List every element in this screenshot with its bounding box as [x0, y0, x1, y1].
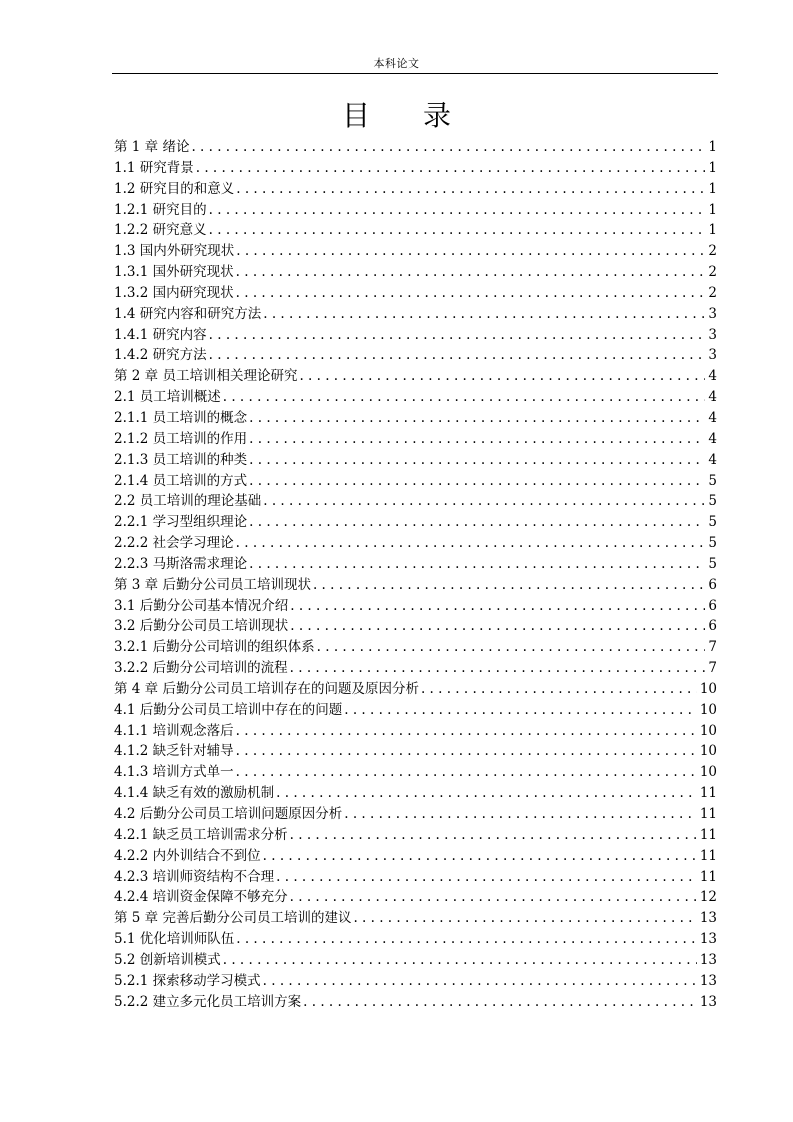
toc-entry-label: 1.3 国内外研究现状	[114, 243, 235, 260]
toc-entry[interactable]	[114, 762, 717, 783]
toc-dot-leader	[290, 596, 705, 617]
toc-entry-label: 1.1 研究背景	[114, 159, 194, 176]
toc-dot-leader	[421, 679, 697, 700]
page-title: 目 录	[342, 99, 473, 132]
toc-entry[interactable]	[114, 533, 717, 554]
toc-entry-page-number: 1	[708, 159, 717, 176]
toc-entry-page-number: 3	[708, 347, 717, 364]
toc-entry-page-number: 1	[708, 222, 717, 239]
toc-dot-leader	[223, 387, 706, 408]
toc-entry[interactable]	[114, 596, 717, 617]
toc-entry[interactable]	[114, 491, 717, 512]
toc-entry[interactable]	[114, 408, 717, 429]
toc-entry[interactable]	[114, 325, 717, 346]
toc-entry[interactable]	[114, 387, 717, 408]
toc-entry-page-number: 1	[708, 139, 717, 155]
toc-entry-page-number: 3	[708, 326, 717, 343]
toc-entry-page-number: 6	[708, 618, 717, 635]
toc-entry-page-number: 11	[699, 847, 717, 864]
toc-dot-leader	[236, 262, 706, 283]
toc-entry-page-number: 10	[699, 701, 717, 718]
toc-dot-leader	[236, 929, 697, 950]
toc-entry-label: 2.1.4 员工培训的方式	[114, 472, 248, 489]
toc-entry-page-number: 6	[708, 597, 717, 614]
toc-entry-page-number: 1	[708, 180, 717, 197]
toc-dot-leader	[236, 762, 697, 783]
toc-entry[interactable]	[114, 158, 717, 179]
toc-dot-leader	[249, 471, 705, 492]
toc-entry[interactable]	[114, 366, 717, 387]
toc-entry-page-number: 13	[699, 931, 717, 948]
toc-dot-leader	[236, 721, 697, 742]
toc-entry-label: 1.2.1 研究目的	[114, 201, 207, 218]
toc-entry-page-number: 2	[708, 243, 717, 260]
toc-entry-label: 2.1.1 员工培训的概念	[114, 409, 248, 426]
toc-entry-page-number: 4	[708, 409, 717, 426]
toc-entry-page-number: 10	[699, 743, 717, 760]
toc-entry-label: 1.3.2 国内研究现状	[114, 284, 234, 301]
toc-dot-leader	[236, 741, 697, 762]
toc-entry-label: 3.1 后勤分公司基本情况介绍	[114, 597, 289, 614]
table-of-contents	[114, 137, 717, 1012]
toc-dot-leader	[344, 700, 697, 721]
toc-entry-label: 第 5 章 完善后勤分公司员工培训的建议	[114, 910, 352, 927]
toc-entry-page-number: 10	[699, 722, 717, 739]
toc-entry[interactable]	[114, 179, 717, 200]
toc-entry-label: 4.2.1 缺乏员工培训需求分析	[114, 826, 288, 843]
toc-entry-page-number: 11	[699, 826, 717, 843]
toc-entry-label: 2.2 员工培训的理论基础	[114, 493, 262, 510]
toc-entry[interactable]	[114, 887, 717, 908]
toc-entry[interactable]	[114, 908, 717, 929]
toc-dot-leader	[236, 283, 706, 304]
toc-entry-page-number: 5	[708, 493, 717, 510]
toc-dot-leader	[290, 825, 697, 846]
toc-entry-page-number: 13	[699, 972, 717, 989]
toc-dot-leader	[209, 325, 706, 346]
toc-entry[interactable]	[114, 241, 717, 262]
toc-entry-page-number: 5	[708, 535, 717, 552]
toc-entry-page-number: 5	[708, 472, 717, 489]
toc-entry-page-number: 13	[699, 993, 717, 1010]
toc-entry-label: 1.2.2 研究意义	[114, 222, 207, 239]
toc-dot-leader	[290, 616, 705, 637]
toc-dot-leader	[249, 512, 705, 533]
toc-dot-leader	[249, 554, 705, 575]
toc-dot-leader	[191, 137, 705, 158]
toc-entry-label: 第 3 章 后勤分公司员工培训现状	[114, 576, 311, 593]
toc-entry[interactable]	[114, 929, 717, 950]
toc-dot-leader	[276, 783, 697, 804]
toc-entry[interactable]	[114, 846, 717, 867]
toc-entry[interactable]	[114, 679, 717, 700]
toc-entry-page-number: 11	[699, 806, 717, 822]
toc-dot-leader	[290, 887, 697, 908]
toc-dot-leader	[317, 637, 706, 658]
toc-entry[interactable]	[114, 575, 717, 596]
toc-entry-label: 4.1.2 缺乏针对辅导	[114, 743, 234, 760]
toc-dot-leader	[223, 950, 697, 971]
toc-entry[interactable]	[114, 700, 717, 721]
toc-dot-leader	[209, 220, 706, 241]
toc-dot-leader	[276, 867, 697, 888]
toc-dot-leader	[263, 846, 697, 867]
toc-entry-label: 2.2.3 马斯洛需求理论	[114, 555, 248, 572]
toc-dot-leader	[303, 992, 697, 1013]
toc-entry-page-number: 4	[708, 389, 717, 406]
toc-entry[interactable]	[114, 804, 717, 825]
toc-entry-page-number: 3	[708, 305, 717, 322]
toc-dot-leader	[249, 450, 705, 471]
toc-entry-label: 4.1.3 培训方式单一	[114, 764, 234, 781]
toc-entry-page-number: 2	[708, 284, 717, 301]
toc-entry[interactable]	[114, 283, 717, 304]
toc-entry-label: 第 2 章 员工培训相关理论研究	[114, 368, 298, 385]
toc-dot-leader	[209, 200, 706, 221]
toc-entry-page-number: 10	[699, 764, 717, 781]
toc-entry[interactable]	[114, 220, 717, 241]
toc-entry-label: 4.2.2 内外训结合不到位	[114, 847, 261, 864]
toc-entry-label: 4.1.4 缺乏有效的激励机制	[114, 785, 275, 802]
toc-dot-leader	[249, 408, 705, 429]
toc-entry[interactable]	[114, 658, 717, 679]
toc-entry-label: 1.4 研究内容和研究方法	[114, 305, 262, 322]
toc-dot-leader	[196, 158, 706, 179]
toc-entry-label: 1.2 研究目的和意义	[114, 180, 235, 197]
toc-entry-page-number: 5	[708, 514, 717, 531]
toc-entry[interactable]	[114, 741, 717, 762]
toc-entry-label: 4.1.1 培训观念落后	[114, 722, 234, 739]
toc-dot-leader	[263, 971, 697, 992]
toc-entry-page-number: 5	[708, 555, 717, 572]
toc-entry[interactable]	[114, 783, 717, 804]
toc-entry-page-number: 6	[708, 576, 717, 593]
toc-dot-leader	[313, 575, 705, 596]
toc-entry[interactable]	[114, 992, 717, 1013]
toc-entry[interactable]	[114, 304, 717, 325]
toc-entry-page-number: 12	[699, 889, 717, 906]
toc-entry[interactable]	[114, 721, 717, 742]
toc-entry[interactable]	[114, 867, 717, 888]
toc-dot-leader	[209, 345, 706, 366]
toc-entry-page-number: 13	[699, 951, 717, 968]
toc-entry-label: 2.1 员工培训概述	[114, 389, 221, 406]
toc-entry-page-number: 11	[699, 868, 717, 885]
toc-entry-label: 3.2 后勤分公司员工培训现状	[114, 618, 289, 635]
toc-entry[interactable]	[114, 262, 717, 283]
toc-entry-page-number: 4	[708, 430, 717, 447]
toc-dot-leader	[299, 366, 705, 387]
toc-entry-label: 第 4 章 后勤分公司员工培训存在的问题及原因分析	[114, 680, 419, 697]
toc-entry-page-number: 7	[708, 639, 717, 656]
toc-entry[interactable]	[114, 950, 717, 971]
toc-entry-label: 4.2.3 培训师资结构不合理	[114, 868, 275, 885]
toc-entry-label: 1.4.1 研究内容	[114, 326, 207, 343]
toc-entry[interactable]	[114, 137, 717, 158]
toc-entry-page-number: 7	[708, 660, 717, 677]
toc-entry-label: 5.2.2 建立多元化员工培训方案	[114, 993, 302, 1010]
toc-entry-page-number: 4	[708, 451, 717, 468]
toc-entry-page-number: 10	[699, 680, 717, 697]
toc-entry[interactable]	[114, 637, 717, 658]
toc-entry[interactable]	[114, 971, 717, 992]
toc-entry-label: 3.2.1 后勤分公司培训的组织体系	[114, 639, 315, 656]
toc-entry-label: 4.2 后勤分公司员工培训问题原因分析	[114, 806, 343, 822]
toc-entry[interactable]	[114, 471, 717, 492]
toc-dot-leader	[263, 491, 705, 512]
toc-entry-label: 4.1 后勤分公司员工培训中存在的问题	[114, 701, 343, 718]
toc-entry-label: 1.4.2 研究方法	[114, 347, 207, 364]
toc-entry-label: 2.1.3 员工培训的种类	[114, 451, 248, 468]
toc-dot-leader	[236, 241, 705, 262]
toc-entry-label: 5.2 创新培训模式	[114, 951, 221, 968]
toc-dot-leader	[236, 179, 705, 200]
toc-entry[interactable]	[114, 825, 717, 846]
toc-entry-label: 3.2.2 后勤分公司培训的流程	[114, 660, 288, 677]
toc-entry-label: 2.2.1 学习型组织理论	[114, 514, 248, 531]
toc-entry-page-number: 1	[708, 201, 717, 218]
toc-dot-leader	[353, 908, 696, 929]
toc-entry-label: 1.3.1 国外研究现状	[114, 264, 234, 281]
toc-entry[interactable]	[114, 616, 717, 637]
toc-entry[interactable]	[114, 512, 717, 533]
toc-entry-label: 5.1 优化培训师队伍	[114, 931, 235, 948]
header-divider	[112, 73, 718, 74]
toc-dot-leader	[236, 533, 706, 554]
toc-entry[interactable]	[114, 554, 717, 575]
toc-dot-leader	[344, 804, 697, 825]
toc-entry-label: 5.2.1 探索移动学习模式	[114, 972, 261, 989]
toc-entry-label: 2.2.2 社会学习理论	[114, 535, 234, 552]
toc-entry[interactable]	[114, 450, 717, 471]
running-header: 本科论文	[373, 57, 420, 70]
toc-entry-label: 2.1.2 员工培训的作用	[114, 430, 248, 447]
toc-entry[interactable]	[114, 345, 717, 366]
toc-entry-page-number: 4	[708, 368, 717, 385]
toc-entry[interactable]	[114, 200, 717, 221]
toc-dot-leader	[290, 658, 706, 679]
toc-entry-label: 4.2.4 培训资金保障不够充分	[114, 889, 288, 906]
toc-entry[interactable]	[114, 429, 717, 450]
toc-entry-label: 第 1 章 绪论	[114, 139, 190, 155]
toc-dot-leader	[249, 429, 705, 450]
toc-entry-page-number: 11	[699, 785, 717, 802]
toc-dot-leader	[263, 304, 705, 325]
toc-entry-page-number: 13	[699, 910, 717, 927]
toc-entry-page-number: 2	[708, 264, 717, 281]
